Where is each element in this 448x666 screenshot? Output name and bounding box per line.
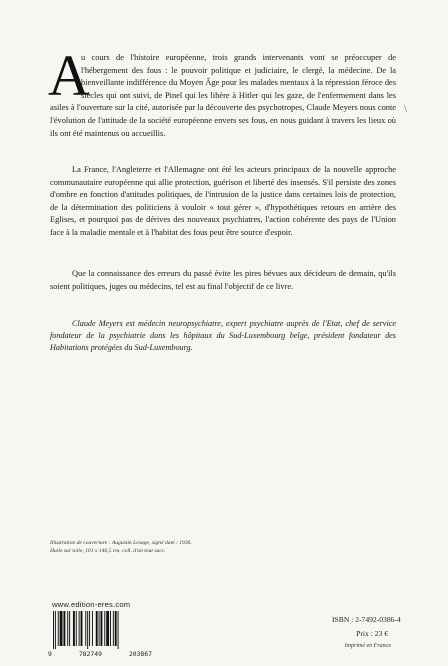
barcode-bar [53, 611, 54, 649]
cover-credit [50, 539, 310, 556]
barcode-bar [115, 611, 117, 646]
barcode-bar [92, 611, 93, 646]
barcode-digit-group: 9 [48, 650, 52, 658]
barcode-bar [85, 611, 86, 646]
barcode-bar [58, 611, 59, 646]
barcode-bar [110, 611, 111, 646]
paragraph-europe: La France, l'Angleterre et l'Allemagne ont été les acteurs principaux de la nouvelle approche communautaire européenne qui allie protection, guérison et liberté des insensés. S'il persiste des zones d'ombre en fonction d'attitudes politiques, de l'intrusion de la justice dans certaines lois de protection, de la détermination des politiciens à vouloir « tout gérer », d'hypothétiques retours en arrière des Eglises, et pourquoi pas de dérives des nouveaux psychiatres, l'action cohérente des pays de l'Union face à la maladie mentale et à l'habitat des fous peut être source d'espoir. [50, 165, 396, 237]
barcode-bar [67, 611, 68, 646]
intro-text: u cours de l'histoire européenne, trois grands intervenants vont se préoccuper de l'hébergement des fous : le pouvoir politique et judiciaire, le clergé, la médecine. De la bienveillante indifférence du Moyen Âge pour les malades mentaux à la répression féroce des siècles qui ont suivi, de Pinel qui les libère à Hitler qui les gaze, de l'enfermement dans les asiles à l'ouverture sur la cité, autorisée par la découverte des psychotropes, Claude Meyers nous conte l'évolution de l'attitude de la société européenne envers ses fous, en nous guidant à travers les lieux où ils ont été maintenus ou accueillis. [50, 53, 396, 138]
barcode [52, 611, 148, 649]
barcode-bar [104, 611, 105, 646]
drop-cap: A [48, 43, 90, 108]
barcode-bar [63, 611, 65, 646]
price: Prix : 23 € [356, 629, 388, 638]
barcode-digit-group: 782749 [78, 650, 102, 658]
barcode-bar [113, 611, 114, 646]
barcode-bar [69, 611, 70, 646]
barcode-bar [99, 611, 100, 646]
cover-credit-line2: Huile sur toile, 101 x 146,5 cm, coll. d'un tout succ. [50, 548, 166, 555]
barcode-bar [118, 611, 119, 649]
barcode-bar [81, 611, 83, 646]
barcode-bar [96, 611, 98, 646]
barcode-bar [89, 611, 90, 646]
barcode-digit-group: 203867 [128, 650, 152, 658]
barcode-bar [73, 611, 75, 646]
margin-mark: \ [404, 104, 407, 115]
intro-paragraph [48, 43, 396, 140]
barcode-bar [79, 611, 80, 646]
cover-credit-line1: Illustration de couverture : Augustin Lesage, signé daté : 1936. [50, 540, 192, 546]
printed-in: Imprimé en France [344, 643, 391, 649]
barcode-digits [48, 650, 152, 658]
barcode-bar [106, 611, 109, 646]
barcode-bar [87, 611, 88, 649]
author-bio: Claude Meyers est médecin neuropsychiatre, expert psychiatre auprès de l'Etat, chef de service fondateur de la psychiatrie dans les hôpitaux du Sud-Luxembourg belge, président fondateur des Habitations protégées du Sud-Luxembourg. [50, 319, 396, 353]
barcode-bar [55, 611, 56, 649]
publisher-website: www.edition-eres.com [52, 600, 131, 609]
barcode-bar [76, 611, 77, 646]
barcode-bar [101, 611, 103, 646]
barcode-bar [60, 611, 63, 646]
isbn: ISBN : 2-7492-0386-4 [332, 615, 401, 624]
paragraph-objective: Que la connaissance des erreurs du passé évite les pires bévues aux décideurs de demain, qu'ils soient politiques, juges ou médecins, tel est au final l'objectif de ce livre. [50, 269, 396, 291]
